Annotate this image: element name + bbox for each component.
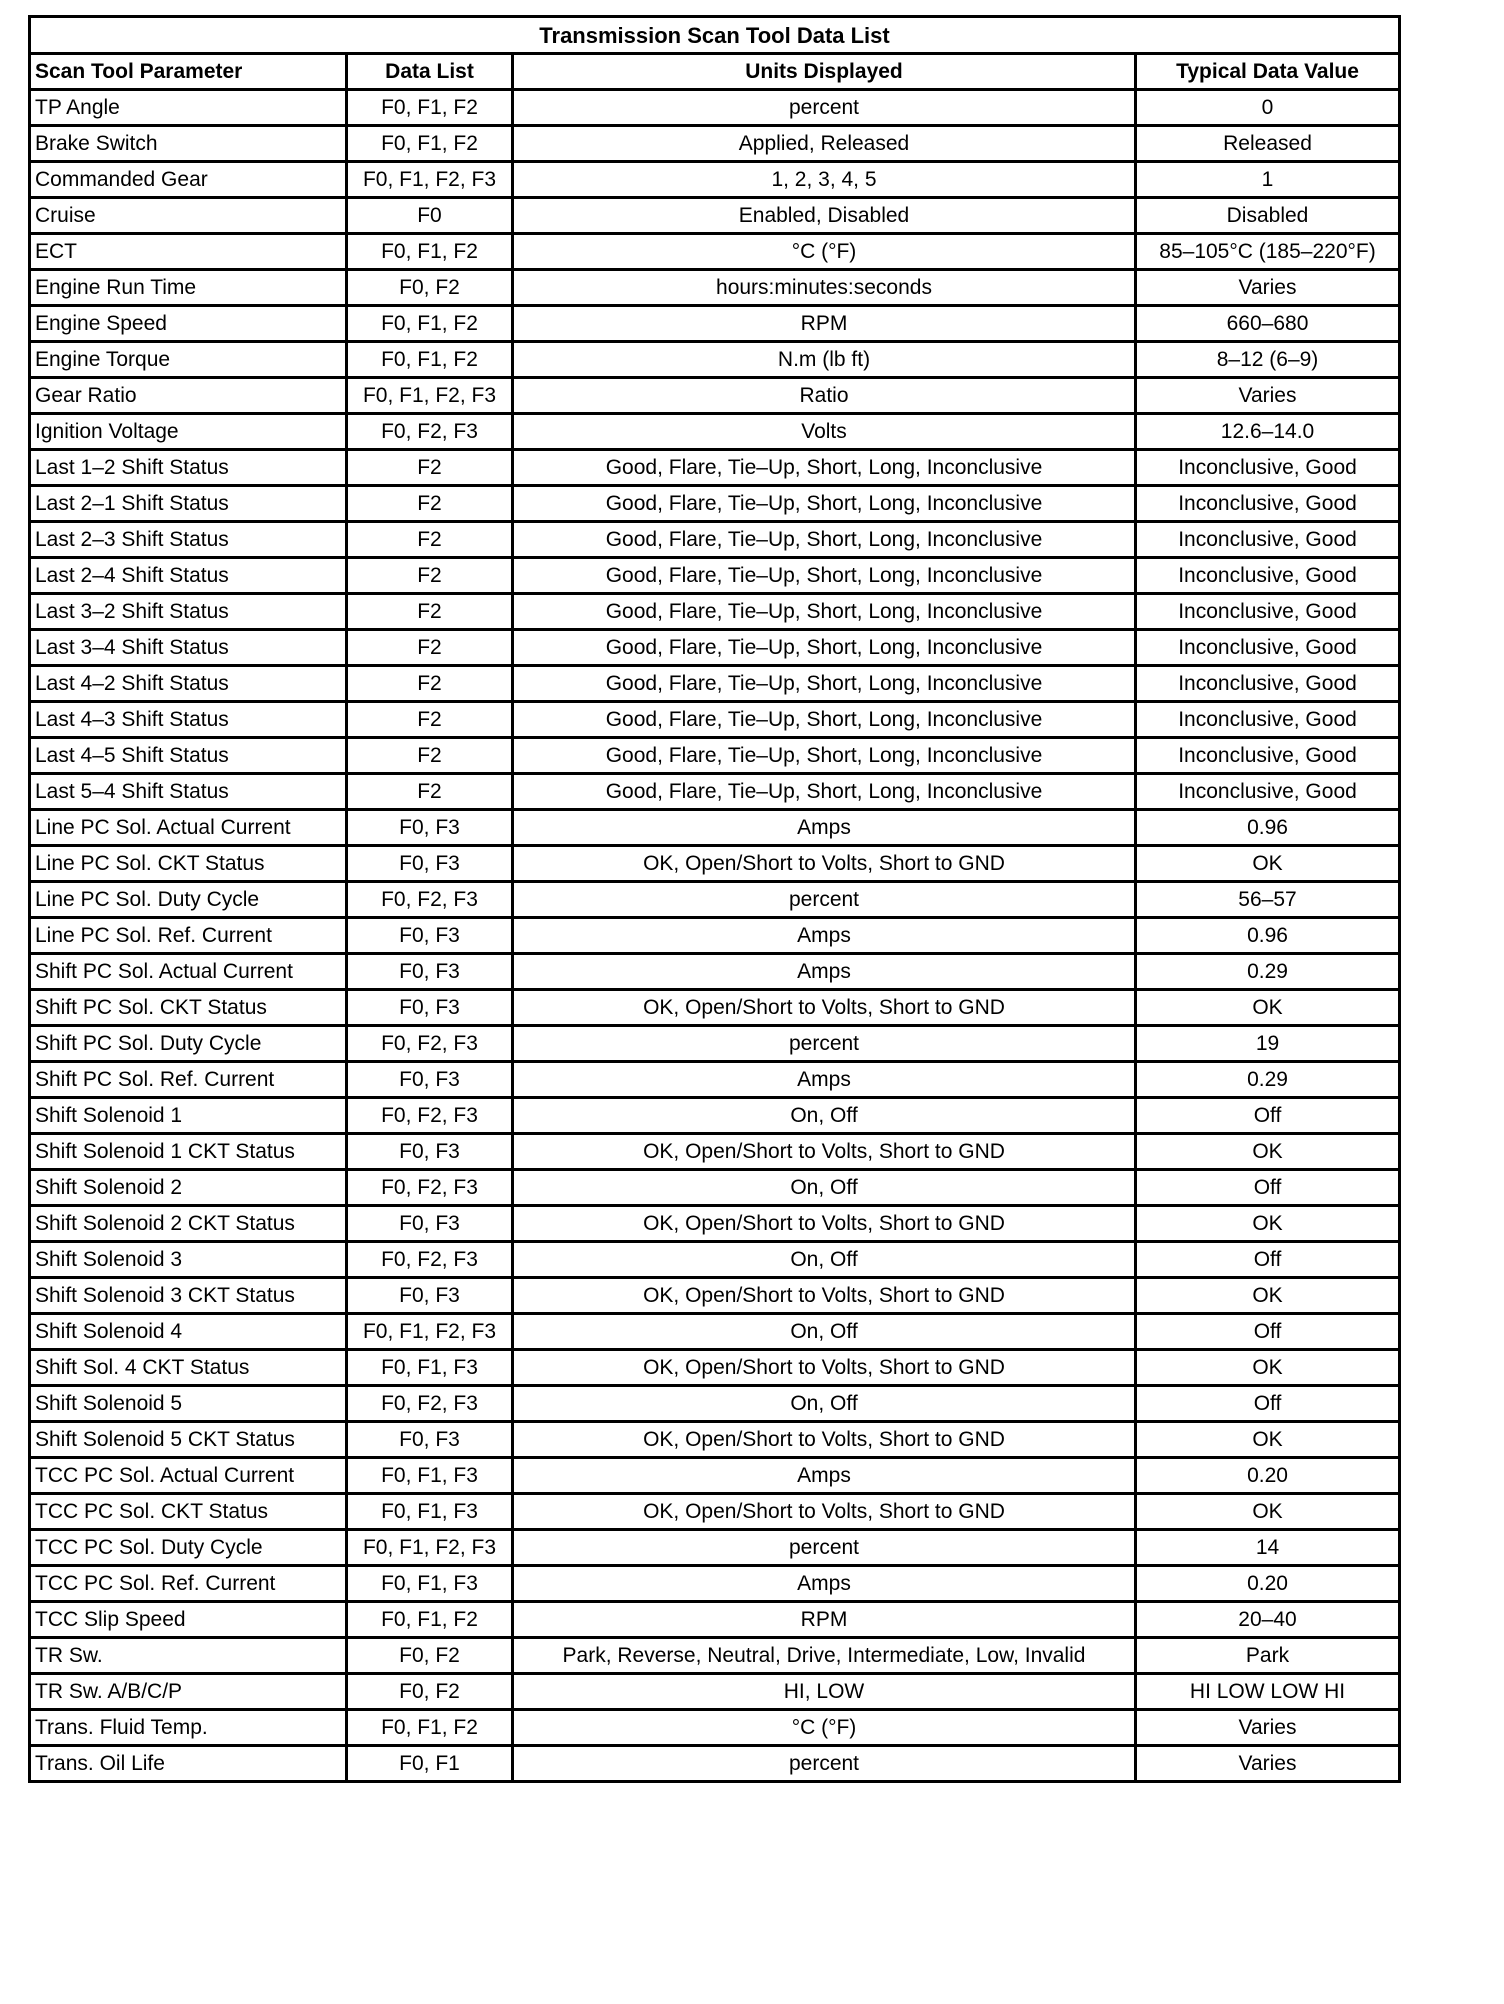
- data-list-cell: F2: [347, 450, 513, 486]
- table-row: [30, 1458, 1400, 1494]
- table-row: [30, 1278, 1400, 1314]
- units-cell: 1, 2, 3, 4, 5: [513, 162, 1136, 198]
- typical-value-cell: Inconclusive, Good: [1136, 666, 1400, 702]
- parameter-cell: Commanded Gear: [30, 162, 347, 198]
- table-row: [30, 1746, 1400, 1782]
- data-list-cell: F0, F2, F3: [347, 1026, 513, 1062]
- typical-value-cell: 0.20: [1136, 1566, 1400, 1602]
- typical-value-cell: 0.29: [1136, 954, 1400, 990]
- table-row: [30, 234, 1400, 270]
- data-list-cell: F0, F2, F3: [347, 1386, 513, 1422]
- table-row: [30, 630, 1400, 666]
- typical-value-cell: OK: [1136, 990, 1400, 1026]
- parameter-cell: Cruise: [30, 198, 347, 234]
- table-row: [30, 126, 1400, 162]
- scan-tool-data-table: [28, 15, 1401, 1783]
- units-cell: Good, Flare, Tie–Up, Short, Long, Inconclusive: [513, 630, 1136, 666]
- units-cell: Good, Flare, Tie–Up, Short, Long, Inconclusive: [513, 738, 1136, 774]
- table-row: [30, 1098, 1400, 1134]
- typical-value-cell: OK: [1136, 1206, 1400, 1242]
- units-cell: RPM: [513, 1602, 1136, 1638]
- units-cell: Applied, Released: [513, 126, 1136, 162]
- table-row: [30, 414, 1400, 450]
- table-row: [30, 450, 1400, 486]
- units-cell: Good, Flare, Tie–Up, Short, Long, Inconclusive: [513, 666, 1136, 702]
- data-list-cell: F0, F1, F2: [347, 126, 513, 162]
- table-row: [30, 702, 1400, 738]
- data-list-cell: F2: [347, 666, 513, 702]
- parameter-cell: TCC PC Sol. Ref. Current: [30, 1566, 347, 1602]
- units-cell: On, Off: [513, 1170, 1136, 1206]
- parameter-cell: Last 4–5 Shift Status: [30, 738, 347, 774]
- data-list-cell: F0, F1: [347, 1746, 513, 1782]
- table-row: [30, 846, 1400, 882]
- parameter-cell: TR Sw. A/B/C/P: [30, 1674, 347, 1710]
- table-row: [30, 1710, 1400, 1746]
- units-cell: hours:minutes:seconds: [513, 270, 1136, 306]
- units-cell: Volts: [513, 414, 1136, 450]
- parameter-cell: Last 4–3 Shift Status: [30, 702, 347, 738]
- data-list-cell: F0, F3: [347, 810, 513, 846]
- table-row: [30, 1638, 1400, 1674]
- data-list-cell: F2: [347, 738, 513, 774]
- typical-value-cell: HI LOW LOW HI: [1136, 1674, 1400, 1710]
- units-cell: OK, Open/Short to Volts, Short to GND: [513, 1134, 1136, 1170]
- parameter-cell: Shift Solenoid 4: [30, 1314, 347, 1350]
- parameter-cell: Line PC Sol. Ref. Current: [30, 918, 347, 954]
- table-row: [30, 306, 1400, 342]
- units-cell: Amps: [513, 810, 1136, 846]
- data-list-cell: F0, F1, F2, F3: [347, 378, 513, 414]
- table-row: [30, 378, 1400, 414]
- data-list-cell: F0, F3: [347, 1134, 513, 1170]
- parameter-cell: Shift Solenoid 2: [30, 1170, 347, 1206]
- data-list-cell: F0: [347, 198, 513, 234]
- typical-value-cell: Varies: [1136, 378, 1400, 414]
- units-cell: N.m (lb ft): [513, 342, 1136, 378]
- typical-value-cell: Inconclusive, Good: [1136, 630, 1400, 666]
- units-cell: OK, Open/Short to Volts, Short to GND: [513, 1350, 1136, 1386]
- table-row: [30, 810, 1400, 846]
- table-row: [30, 198, 1400, 234]
- data-list-cell: F0, F2, F3: [347, 414, 513, 450]
- units-cell: percent: [513, 90, 1136, 126]
- data-list-cell: F0, F3: [347, 1206, 513, 1242]
- typical-value-cell: 19: [1136, 1026, 1400, 1062]
- table-row: [30, 1134, 1400, 1170]
- parameter-cell: Last 3–4 Shift Status: [30, 630, 347, 666]
- typical-value-cell: OK: [1136, 1494, 1400, 1530]
- data-list-cell: F0, F2: [347, 270, 513, 306]
- table-row: [30, 990, 1400, 1026]
- parameter-cell: Last 1–2 Shift Status: [30, 450, 347, 486]
- table-row: [30, 1386, 1400, 1422]
- parameter-cell: Ignition Voltage: [30, 414, 347, 450]
- typical-value-cell: Off: [1136, 1314, 1400, 1350]
- parameter-cell: Last 4–2 Shift Status: [30, 666, 347, 702]
- data-list-cell: F0, F1, F2: [347, 342, 513, 378]
- table-row: [30, 882, 1400, 918]
- typical-value-cell: Released: [1136, 126, 1400, 162]
- table-row: [30, 558, 1400, 594]
- units-cell: Amps: [513, 954, 1136, 990]
- table-row: [30, 486, 1400, 522]
- typical-value-cell: 660–680: [1136, 306, 1400, 342]
- data-list-cell: F0, F1, F2: [347, 306, 513, 342]
- typical-value-cell: OK: [1136, 1278, 1400, 1314]
- units-cell: Good, Flare, Tie–Up, Short, Long, Inconclusive: [513, 558, 1136, 594]
- data-list-cell: F0, F3: [347, 954, 513, 990]
- parameter-cell: TCC PC Sol. Duty Cycle: [30, 1530, 347, 1566]
- data-list-cell: F0, F3: [347, 1422, 513, 1458]
- units-cell: RPM: [513, 306, 1136, 342]
- parameter-cell: Shift Solenoid 3: [30, 1242, 347, 1278]
- typical-value-cell: Off: [1136, 1242, 1400, 1278]
- parameter-cell: Shift Solenoid 1: [30, 1098, 347, 1134]
- units-cell: °C (°F): [513, 1710, 1136, 1746]
- table-row: [30, 1242, 1400, 1278]
- table-row: [30, 1062, 1400, 1098]
- table-row: [30, 1602, 1400, 1638]
- data-list-cell: F0, F1, F2, F3: [347, 162, 513, 198]
- parameter-cell: Gear Ratio: [30, 378, 347, 414]
- typical-value-cell: OK: [1136, 1134, 1400, 1170]
- table-row: [30, 1350, 1400, 1386]
- units-cell: Amps: [513, 918, 1136, 954]
- typical-value-cell: 0.29: [1136, 1062, 1400, 1098]
- data-list-cell: F2: [347, 774, 513, 810]
- typical-value-cell: 85–105°C (185–220°F): [1136, 234, 1400, 270]
- typical-value-cell: Inconclusive, Good: [1136, 774, 1400, 810]
- data-list-cell: F0, F1, F2: [347, 1710, 513, 1746]
- typical-value-cell: Off: [1136, 1386, 1400, 1422]
- parameter-cell: Line PC Sol. Duty Cycle: [30, 882, 347, 918]
- typical-value-cell: Inconclusive, Good: [1136, 594, 1400, 630]
- table-row: [30, 162, 1400, 198]
- units-cell: Good, Flare, Tie–Up, Short, Long, Inconclusive: [513, 450, 1136, 486]
- typical-value-cell: Inconclusive, Good: [1136, 450, 1400, 486]
- units-cell: Good, Flare, Tie–Up, Short, Long, Inconclusive: [513, 522, 1136, 558]
- parameter-cell: Shift Solenoid 3 CKT Status: [30, 1278, 347, 1314]
- parameter-cell: TCC Slip Speed: [30, 1602, 347, 1638]
- data-list-cell: F0, F3: [347, 990, 513, 1026]
- table-row: [30, 270, 1400, 306]
- typical-value-cell: 0.96: [1136, 810, 1400, 846]
- data-list-cell: F0, F2, F3: [347, 1170, 513, 1206]
- units-cell: OK, Open/Short to Volts, Short to GND: [513, 1422, 1136, 1458]
- typical-value-cell: 0.96: [1136, 918, 1400, 954]
- table-row: [30, 1530, 1400, 1566]
- units-cell: On, Off: [513, 1098, 1136, 1134]
- typical-value-cell: Off: [1136, 1098, 1400, 1134]
- table-row: [30, 738, 1400, 774]
- header-units: Units Displayed: [513, 54, 1136, 90]
- header-typical-value: Typical Data Value: [1136, 54, 1400, 90]
- parameter-cell: Last 3–2 Shift Status: [30, 594, 347, 630]
- table-row: [30, 522, 1400, 558]
- parameter-cell: Trans. Fluid Temp.: [30, 1710, 347, 1746]
- table-row: [30, 774, 1400, 810]
- data-list-cell: F0, F1, F2, F3: [347, 1530, 513, 1566]
- data-list-cell: F0, F3: [347, 1062, 513, 1098]
- data-list-cell: F0, F2, F3: [347, 1242, 513, 1278]
- table-row: [30, 954, 1400, 990]
- header-data-list: Data List: [347, 54, 513, 90]
- typical-value-cell: Inconclusive, Good: [1136, 738, 1400, 774]
- units-cell: OK, Open/Short to Volts, Short to GND: [513, 1206, 1136, 1242]
- units-cell: Enabled, Disabled: [513, 198, 1136, 234]
- typical-value-cell: Park: [1136, 1638, 1400, 1674]
- units-cell: percent: [513, 1530, 1136, 1566]
- data-list-cell: F2: [347, 594, 513, 630]
- table-row: [30, 1314, 1400, 1350]
- parameter-cell: Line PC Sol. Actual Current: [30, 810, 347, 846]
- typical-value-cell: 8–12 (6–9): [1136, 342, 1400, 378]
- table-row: [30, 918, 1400, 954]
- typical-value-cell: Disabled: [1136, 198, 1400, 234]
- typical-value-cell: Inconclusive, Good: [1136, 486, 1400, 522]
- data-list-cell: F0, F2: [347, 1638, 513, 1674]
- data-list-cell: F0, F1, F2: [347, 234, 513, 270]
- data-list-cell: F0, F3: [347, 1278, 513, 1314]
- parameter-cell: TCC PC Sol. Actual Current: [30, 1458, 347, 1494]
- units-cell: °C (°F): [513, 234, 1136, 270]
- parameter-cell: Engine Speed: [30, 306, 347, 342]
- data-list-cell: F2: [347, 522, 513, 558]
- typical-value-cell: Varies: [1136, 270, 1400, 306]
- title-row: [30, 17, 1400, 54]
- table-row: [30, 1206, 1400, 1242]
- typical-value-cell: 56–57: [1136, 882, 1400, 918]
- units-cell: Good, Flare, Tie–Up, Short, Long, Inconclusive: [513, 702, 1136, 738]
- parameter-cell: TR Sw.: [30, 1638, 347, 1674]
- parameter-cell: Shift Solenoid 5: [30, 1386, 347, 1422]
- units-cell: On, Off: [513, 1242, 1136, 1278]
- parameter-cell: Shift PC Sol. Ref. Current: [30, 1062, 347, 1098]
- parameter-cell: Last 2–3 Shift Status: [30, 522, 347, 558]
- units-cell: Good, Flare, Tie–Up, Short, Long, Inconclusive: [513, 594, 1136, 630]
- data-list-cell: F2: [347, 558, 513, 594]
- data-list-cell: F2: [347, 630, 513, 666]
- data-list-cell: F0, F1, F3: [347, 1458, 513, 1494]
- table-title: Transmission Scan Tool Data List: [30, 17, 1400, 54]
- parameter-cell: Last 2–4 Shift Status: [30, 558, 347, 594]
- table-row: [30, 1026, 1400, 1062]
- table-row: [30, 1170, 1400, 1206]
- units-cell: HI, LOW: [513, 1674, 1136, 1710]
- table-body: [30, 90, 1400, 1782]
- typical-value-cell: 20–40: [1136, 1602, 1400, 1638]
- parameter-cell: Shift Solenoid 2 CKT Status: [30, 1206, 347, 1242]
- table-row: [30, 1422, 1400, 1458]
- table-row: [30, 1674, 1400, 1710]
- parameter-cell: Shift Solenoid 5 CKT Status: [30, 1422, 347, 1458]
- typical-value-cell: 12.6–14.0: [1136, 414, 1400, 450]
- typical-value-cell: 0: [1136, 90, 1400, 126]
- units-cell: On, Off: [513, 1314, 1136, 1350]
- units-cell: percent: [513, 1026, 1136, 1062]
- typical-value-cell: 0.20: [1136, 1458, 1400, 1494]
- parameter-cell: Shift Sol. 4 CKT Status: [30, 1350, 347, 1386]
- units-cell: Ratio: [513, 378, 1136, 414]
- parameter-cell: Brake Switch: [30, 126, 347, 162]
- typical-value-cell: OK: [1136, 1422, 1400, 1458]
- typical-value-cell: Off: [1136, 1170, 1400, 1206]
- data-list-cell: F0, F1, F3: [347, 1494, 513, 1530]
- parameter-cell: Engine Run Time: [30, 270, 347, 306]
- table-row: [30, 1494, 1400, 1530]
- data-list-cell: F0, F3: [347, 846, 513, 882]
- units-cell: OK, Open/Short to Volts, Short to GND: [513, 990, 1136, 1026]
- data-list-cell: F0, F3: [347, 918, 513, 954]
- data-list-cell: F0, F2, F3: [347, 882, 513, 918]
- units-cell: percent: [513, 1746, 1136, 1782]
- parameter-cell: Last 2–1 Shift Status: [30, 486, 347, 522]
- typical-value-cell: Inconclusive, Good: [1136, 558, 1400, 594]
- table-row: [30, 342, 1400, 378]
- parameter-cell: Shift PC Sol. CKT Status: [30, 990, 347, 1026]
- data-list-cell: F0, F2: [347, 1674, 513, 1710]
- parameter-cell: Trans. Oil Life: [30, 1746, 347, 1782]
- units-cell: Amps: [513, 1062, 1136, 1098]
- typical-value-cell: Inconclusive, Good: [1136, 522, 1400, 558]
- typical-value-cell: Varies: [1136, 1710, 1400, 1746]
- units-cell: Amps: [513, 1566, 1136, 1602]
- typical-value-cell: Inconclusive, Good: [1136, 702, 1400, 738]
- parameter-cell: TCC PC Sol. CKT Status: [30, 1494, 347, 1530]
- units-cell: OK, Open/Short to Volts, Short to GND: [513, 1494, 1136, 1530]
- table-row: [30, 1566, 1400, 1602]
- units-cell: Good, Flare, Tie–Up, Short, Long, Inconclusive: [513, 486, 1136, 522]
- data-list-cell: F0, F1, F3: [347, 1566, 513, 1602]
- parameter-cell: Shift PC Sol. Actual Current: [30, 954, 347, 990]
- units-cell: On, Off: [513, 1386, 1136, 1422]
- table-row: [30, 90, 1400, 126]
- parameter-cell: Shift Solenoid 1 CKT Status: [30, 1134, 347, 1170]
- parameter-cell: Line PC Sol. CKT Status: [30, 846, 347, 882]
- table-row: [30, 594, 1400, 630]
- parameter-cell: Last 5–4 Shift Status: [30, 774, 347, 810]
- parameter-cell: TP Angle: [30, 90, 347, 126]
- units-cell: OK, Open/Short to Volts, Short to GND: [513, 1278, 1136, 1314]
- data-list-cell: F0, F1, F2: [347, 90, 513, 126]
- typical-value-cell: OK: [1136, 846, 1400, 882]
- header-parameter: Scan Tool Parameter: [30, 54, 347, 90]
- typical-value-cell: OK: [1136, 1350, 1400, 1386]
- data-list-cell: F0, F1, F2: [347, 1602, 513, 1638]
- table-row: [30, 666, 1400, 702]
- units-cell: percent: [513, 882, 1136, 918]
- data-list-cell: F0, F1, F3: [347, 1350, 513, 1386]
- units-cell: Good, Flare, Tie–Up, Short, Long, Inconclusive: [513, 774, 1136, 810]
- typical-value-cell: 14: [1136, 1530, 1400, 1566]
- data-list-cell: F0, F2, F3: [347, 1098, 513, 1134]
- typical-value-cell: Varies: [1136, 1746, 1400, 1782]
- data-list-cell: F2: [347, 702, 513, 738]
- data-list-cell: F2: [347, 486, 513, 522]
- header-row: [30, 54, 1400, 90]
- parameter-cell: Shift PC Sol. Duty Cycle: [30, 1026, 347, 1062]
- units-cell: Park, Reverse, Neutral, Drive, Intermediate, Low, Invalid: [513, 1638, 1136, 1674]
- data-list-cell: F0, F1, F2, F3: [347, 1314, 513, 1350]
- parameter-cell: ECT: [30, 234, 347, 270]
- units-cell: OK, Open/Short to Volts, Short to GND: [513, 846, 1136, 882]
- parameter-cell: Engine Torque: [30, 342, 347, 378]
- units-cell: Amps: [513, 1458, 1136, 1494]
- typical-value-cell: 1: [1136, 162, 1400, 198]
